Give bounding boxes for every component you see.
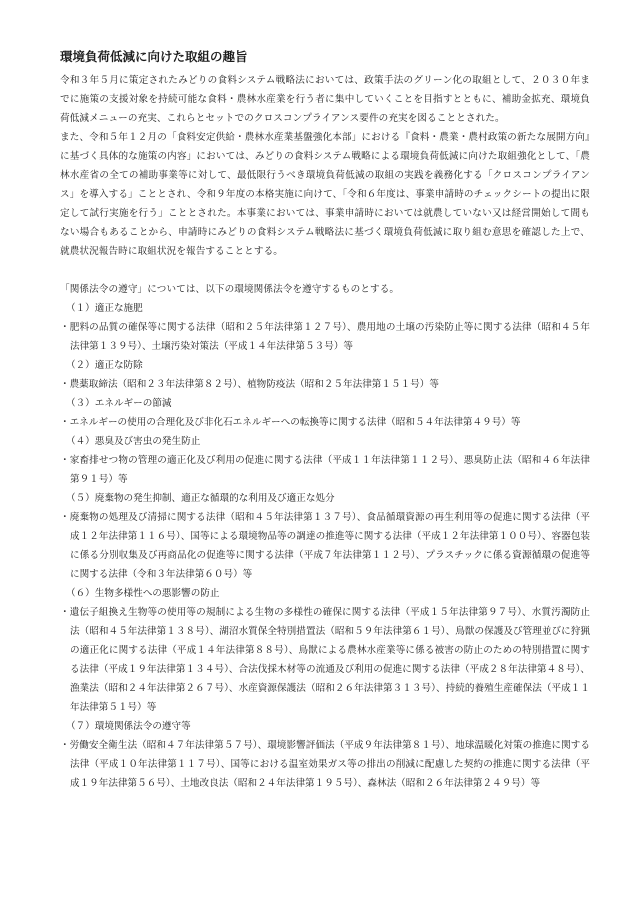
page-title: 環境負荷低減に向けた取組の趣旨 xyxy=(60,49,248,64)
law-section xyxy=(60,489,590,584)
document-body xyxy=(60,48,590,793)
section-heading: （２）適正な防除 xyxy=(66,360,143,371)
section-heading: （７）環境関係法令の遵守等 xyxy=(66,721,191,732)
law-section xyxy=(60,432,590,489)
paragraph-cross-compliance: また、令和５年１２月の「食料安定供給・農林水産業基盤強化本部」における『食料・農業・農村政策の新たな展開方向』に基づく具体的な施策の内容」においては、みどりの食料システム戦略による環境負荷低減に向けた取組強化として、「農林水産省の全ての補助事業等に対して、最低限行うべき環境負荷低減の取組の実践を義務化する「クロスコンプライアンス」を導入する」こととされ、令和９年度の本格実施に向けて、「令和６年度は、事業申請時のチェックシートの提出に限定して試行実施を行う」こととされた。本事業においては、事業申請時においては就農していない又は経営開始して間もない場合もあることから、申請時にみどりの食料システム戦略法に基づく環境負荷低減に取り組む意思を確認した上で、就農状況報告時に取組状況を報告することとする。 xyxy=(60,132,590,257)
section-heading: （１）適正な施肥 xyxy=(66,303,143,314)
law-list-item: ・廃棄物の処理及び清掃に関する法律（昭和４５年法律第１３７号）、食品循環資源の再生利用等の促進に関する法律（平成１２年法律第１１６号）、国等による環境物品等の調達の推進等に関する法律（平成１２年法律第１００号）、容器包装に係る分別収集及び再商品化の促進等に関する法律（平成７年法律第１１２号）、プラスチックに係る資源循環の促進等に関する法律（令和３年法律第６０号）等 xyxy=(60,512,590,580)
paragraph-strategy: 令和３年５月に策定されたみどりの食料システム戦略法においては、政策手法のグリーン化の取組として、２０３０年までに施策の支援対象を持続可能な食料・農林水産業を行う者に集中していくことを目指すとともに、補助金拡充、環境負荷低減メニューの充実、これらとセットでのクロスコンプライアンス要件の充実を図ることとされた。 xyxy=(60,75,590,124)
section-gap xyxy=(60,261,590,280)
section-heading: （４）悪臭及び害虫の発生防止 xyxy=(66,436,201,447)
section-heading: （５）廃棄物の発生抑制、適正な循環的な利用及び適正な処分 xyxy=(66,493,335,504)
law-section xyxy=(60,584,590,717)
law-list-item: ・農薬取締法（昭和２３年法律第８２号）、植物防疫法（昭和２５年法律第１５１号）等 xyxy=(60,379,439,390)
law-list-item: ・遺伝子組換え生物等の使用等の規制による生物の多様性の確保に関する法律（平成１５年法律第９７号）、水質汚濁防止法（昭和４５年法律第１３８号）、湖沼水質保全特別措置法（昭和５９年法律第６１号）、鳥獣の保護及び管理並びに狩猟の適正化に関する法律（平成１４年法律第８８号）、鳥獣による農林水産業等に係る被害の防止のための特別措置に関する法律（平成１９年法律第１３４号）、合法伐採木材等の流通及び利用の促進に関する法律（平成２８年法律第４８号）、漁業法（昭和２４年法律第２６７号）、水産資源保護法（昭和２６年法律第３１３号）、持続的養殖生産確保法（平成１１年法律第５１号）等 xyxy=(60,607,590,713)
law-section xyxy=(60,356,590,394)
law-section xyxy=(60,394,590,432)
law-list-item: ・エネルギーの使用の合理化及び非化石エネルギーへの転換等に関する法律（昭和５４年法律第４９号）等 xyxy=(60,417,521,428)
law-list-item: ・労働安全衛生法（昭和４７年法律第５７号）、環境影響評価法（平成９年法律第８１号）、地球温暖化対策の推進に関する法律（平成１０年法律第１１７号）、国等における温室効果ガス等の排出の削減に配慮した契約の推進に関する法律（平成１９年法律第５６号）、土地改良法（昭和２４年法律第１９５号）、森林法（昭和２６年法律第２４９号）等 xyxy=(60,740,590,789)
law-section xyxy=(60,717,590,793)
law-list-item: ・肥料の品質の確保等に関する法律（昭和２５年法律第１２７号）、農用地の土壌の汚染防止等に関する法律（昭和４５年法律第１３９号）、土壌汚染対策法（平成１４年法律第５３号）等 xyxy=(60,322,590,352)
section-heading: （３）エネルギーの節減 xyxy=(66,398,172,409)
laws-intro: 「関係法令の遵守」については、以下の環境関係法令を遵守するものとする。 xyxy=(60,284,400,295)
law-section xyxy=(60,299,590,356)
section-heading: （６）生物多様性への悪影響の防止 xyxy=(66,588,220,599)
law-list-item: ・家畜排せつ物の管理の適正化及び利用の促進に関する法律（平成１１年法律第１１２号）、悪臭防止法（昭和４６年法律第９１号）等 xyxy=(60,455,590,485)
